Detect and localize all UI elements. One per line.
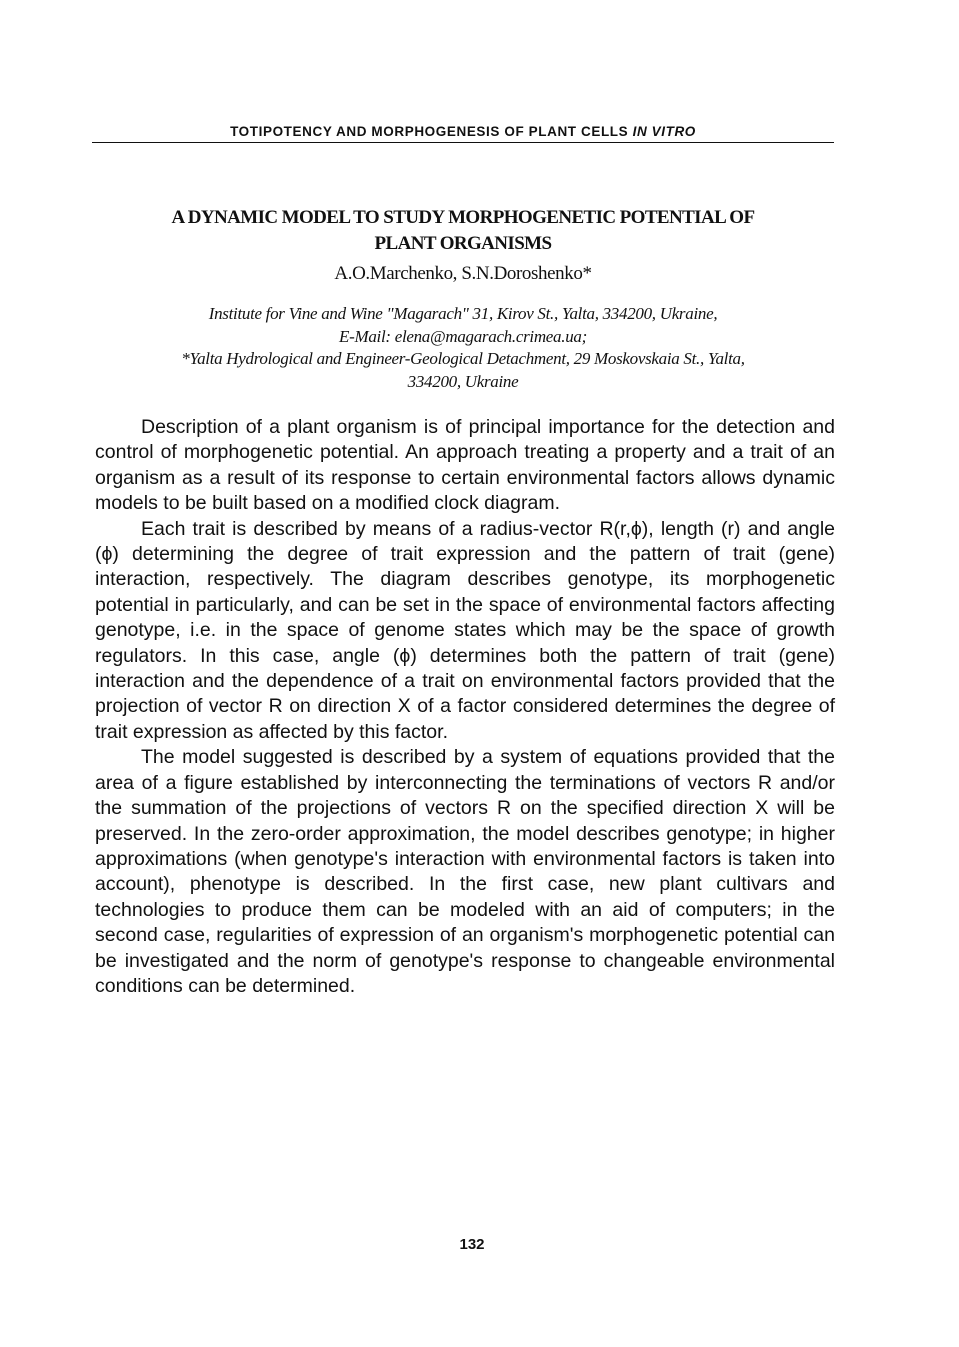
running-header-text: TOTIPOTENCY AND MORPHOGENESIS OF PLANT CELLS	[230, 124, 629, 139]
body-paragraph: Each trait is described by means of a radius-vector R(r,ϕ), length (r) and angle (ϕ) determining the degree of trait expression and the pattern of trait (gene) interaction, respectively. The diagram describes genotype, its morphogenetic potential in particularly, and can be set in the space of environmental factors affecting genotype, i.e. in the space of genome states which may be the space of growth regulators. In this case, angle (ϕ) determines both the pattern of trait (gene) interaction and the dependence of a trait on environmental factors provided that the projection of vector R on direction X of a factor considered determines the degree of trait expression as affected by this factor.	[95, 517, 835, 743]
abstract-body	[95, 415, 835, 999]
body-paragraph: Description of a plant organism is of principal importance for the detection and control of morphogenetic potential. An approach treating a property and a trait of an organism as a result of its response to certain environmental factors allows dynamic models to be built based on a modified clock diagram.	[95, 416, 835, 515]
article-title-line-1: A DYNAMIC MODEL TO STUDY MORPHOGENETIC POTENTIAL OF	[171, 207, 755, 228]
affiliation-email: E-Mail: elena@magarach.crimea.ua;	[339, 326, 587, 346]
running-header-italic: IN VITRO	[632, 124, 696, 139]
affiliations	[92, 303, 834, 393]
article-title	[92, 205, 834, 257]
running-header	[92, 124, 834, 143]
affiliation-line: Institute for Vine and Wine "Magarach" 31, Kirov St., Yalta, 334200, Ukraine,	[208, 304, 718, 323]
body-paragraph: The model suggested is described by a system of equations provided that the area of a figure established by interconnecting the terminations of vectors R and/or the summation of the projections of vectors R on the specified direction X will be preserved. In the zero-order approximation, the model describes genotype; in higher approximations (when genotype's interaction with environmental factors is taken into account), phenotype is described. In the first case, new plant cultivars and technologies to produce them can be modeled with an aid of computers; in the second case, regularities of expression of an organism's morphogenetic potential can be investigated and the norm of genotype's response to changeable environmental conditions can be determined.	[95, 746, 835, 997]
article-title-line-2: PLANT ORGANISMS	[374, 233, 552, 254]
affiliation-line: 334200, Ukraine	[407, 371, 519, 391]
page-number: 132	[459, 1236, 485, 1253]
article-authors: A.O.Marchenko, S.N.Doroshenko*	[334, 263, 592, 284]
affiliation-line: *Yalta Hydrological and Engineer-Geological Detachment, 29 Moskovskaia St., Yalta,	[181, 349, 745, 368]
